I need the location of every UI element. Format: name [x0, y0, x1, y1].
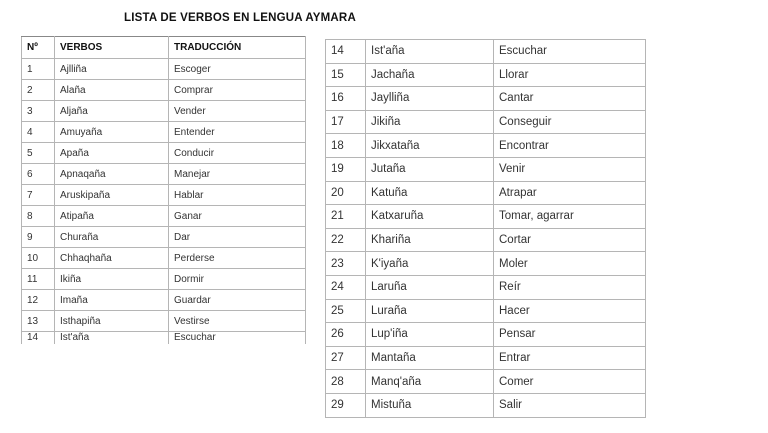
table-row [22, 206, 306, 227]
table-row [326, 87, 646, 111]
table-row [22, 269, 306, 290]
row-number: 11 [22, 269, 55, 290]
table-row [326, 275, 646, 299]
verb-cell: Alaña [55, 80, 169, 101]
row-number: 25 [326, 299, 366, 323]
translation-cell: Entrar [494, 346, 646, 370]
row-number: 7 [22, 185, 55, 206]
row-number: 13 [22, 311, 55, 332]
table-row [326, 228, 646, 252]
verb-cell: Jaylliña [366, 87, 494, 111]
row-number: 14 [22, 332, 55, 345]
table-row [22, 59, 306, 80]
row-number: 29 [326, 393, 366, 417]
table-row [22, 248, 306, 269]
translation-cell: Escuchar [494, 40, 646, 64]
verb-cell: Chhaqhaña [55, 248, 169, 269]
verb-cell: Ist'aña [366, 40, 494, 64]
translation-cell: Moler [494, 252, 646, 276]
verb-cell: Aruskipaña [55, 185, 169, 206]
row-number: 27 [326, 346, 366, 370]
translation-cell: Manejar [169, 164, 306, 185]
verb-cell: Katuña [366, 181, 494, 205]
translation-cell: Salir [494, 393, 646, 417]
verb-cell: Laruña [366, 275, 494, 299]
table-row [326, 63, 646, 87]
verbs-table-right [325, 39, 646, 418]
translation-cell: Atrapar [494, 181, 646, 205]
verb-cell: Churaña [55, 227, 169, 248]
row-number: 3 [22, 101, 55, 122]
verb-cell: Amuyaña [55, 122, 169, 143]
translation-cell: Guardar [169, 290, 306, 311]
table-row [22, 311, 306, 332]
table-row [22, 290, 306, 311]
row-number: 21 [326, 205, 366, 229]
table-row [326, 134, 646, 158]
verb-cell: Lup'iña [366, 323, 494, 347]
verb-cell: K'iyaña [366, 252, 494, 276]
header-translation: TRADUCCIÓN [169, 37, 306, 59]
table-row [22, 185, 306, 206]
translation-cell: Encontrar [494, 134, 646, 158]
translation-cell: Ganar [169, 206, 306, 227]
translation-cell: Pensar [494, 323, 646, 347]
table-row [326, 181, 646, 205]
page-title: LISTA DE VERBOS EN LENGUA AYMARA [124, 12, 356, 24]
row-number: 12 [22, 290, 55, 311]
table-row [22, 143, 306, 164]
translation-cell: Comer [494, 370, 646, 394]
translation-cell: Perderse [169, 248, 306, 269]
verb-cell: Khariña [366, 228, 494, 252]
translation-cell: Hablar [169, 185, 306, 206]
verb-cell: Jikiña [366, 110, 494, 134]
table-row [326, 110, 646, 134]
translation-cell: Vender [169, 101, 306, 122]
row-number: 9 [22, 227, 55, 248]
verb-cell: Katxaruña [366, 205, 494, 229]
verb-cell: Manq'aña [366, 370, 494, 394]
translation-cell: Conducir [169, 143, 306, 164]
row-number: 28 [326, 370, 366, 394]
translation-cell: Cortar [494, 228, 646, 252]
row-number: 15 [326, 63, 366, 87]
translation-cell: Cantar [494, 87, 646, 111]
table-row [22, 164, 306, 185]
verb-cell: Jikxataña [366, 134, 494, 158]
table-row [326, 299, 646, 323]
header-number: Nº [22, 37, 55, 59]
translation-cell: Dormir [169, 269, 306, 290]
row-number: 17 [326, 110, 366, 134]
table-row [22, 122, 306, 143]
verb-cell: Apaña [55, 143, 169, 164]
row-number: 6 [22, 164, 55, 185]
translation-cell: Hacer [494, 299, 646, 323]
row-number: 14 [326, 40, 366, 64]
translation-cell: Tomar, agarrar [494, 205, 646, 229]
table-row [326, 252, 646, 276]
verb-cell: Apnaqaña [55, 164, 169, 185]
table-row [326, 40, 646, 64]
table-row [326, 323, 646, 347]
row-number: 18 [326, 134, 366, 158]
table-row [22, 80, 306, 101]
verb-cell: Ajlliña [55, 59, 169, 80]
verb-cell: Isthapiña [55, 311, 169, 332]
row-number: 1 [22, 59, 55, 80]
translation-cell: Conseguir [494, 110, 646, 134]
row-number: 22 [326, 228, 366, 252]
translation-cell: Reír [494, 275, 646, 299]
verb-cell: Atipaña [55, 206, 169, 227]
row-number: 23 [326, 252, 366, 276]
table-row [22, 332, 306, 345]
translation-cell: Venir [494, 157, 646, 181]
row-number: 5 [22, 143, 55, 164]
row-number: 10 [22, 248, 55, 269]
translation-cell: Comprar [169, 80, 306, 101]
table-row [326, 393, 646, 417]
table-row [22, 227, 306, 248]
verb-cell: Jachaña [366, 63, 494, 87]
row-number: 16 [326, 87, 366, 111]
table-row [326, 346, 646, 370]
verb-cell: Ist'aña [55, 332, 169, 345]
row-number: 19 [326, 157, 366, 181]
translation-cell: Llorar [494, 63, 646, 87]
translation-cell: Entender [169, 122, 306, 143]
header-verb: VERBOS [55, 37, 169, 59]
table-row [326, 205, 646, 229]
row-number: 2 [22, 80, 55, 101]
verb-cell: Mistuña [366, 393, 494, 417]
table-header-row [22, 37, 306, 59]
table-row [326, 157, 646, 181]
table-row [22, 101, 306, 122]
verbs-table-left [21, 36, 306, 344]
row-number: 26 [326, 323, 366, 347]
translation-cell: Vestirse [169, 311, 306, 332]
verb-cell: Aljaña [55, 101, 169, 122]
verb-cell: Jutaña [366, 157, 494, 181]
row-number: 24 [326, 275, 366, 299]
row-number: 4 [22, 122, 55, 143]
verb-cell: Luraña [366, 299, 494, 323]
table-row [326, 370, 646, 394]
translation-cell: Dar [169, 227, 306, 248]
translation-cell: Escoger [169, 59, 306, 80]
row-number: 20 [326, 181, 366, 205]
translation-cell: Escuchar [169, 332, 306, 345]
verb-cell: Ikiña [55, 269, 169, 290]
verb-cell: Mantaña [366, 346, 494, 370]
verb-cell: Imaña [55, 290, 169, 311]
row-number: 8 [22, 206, 55, 227]
